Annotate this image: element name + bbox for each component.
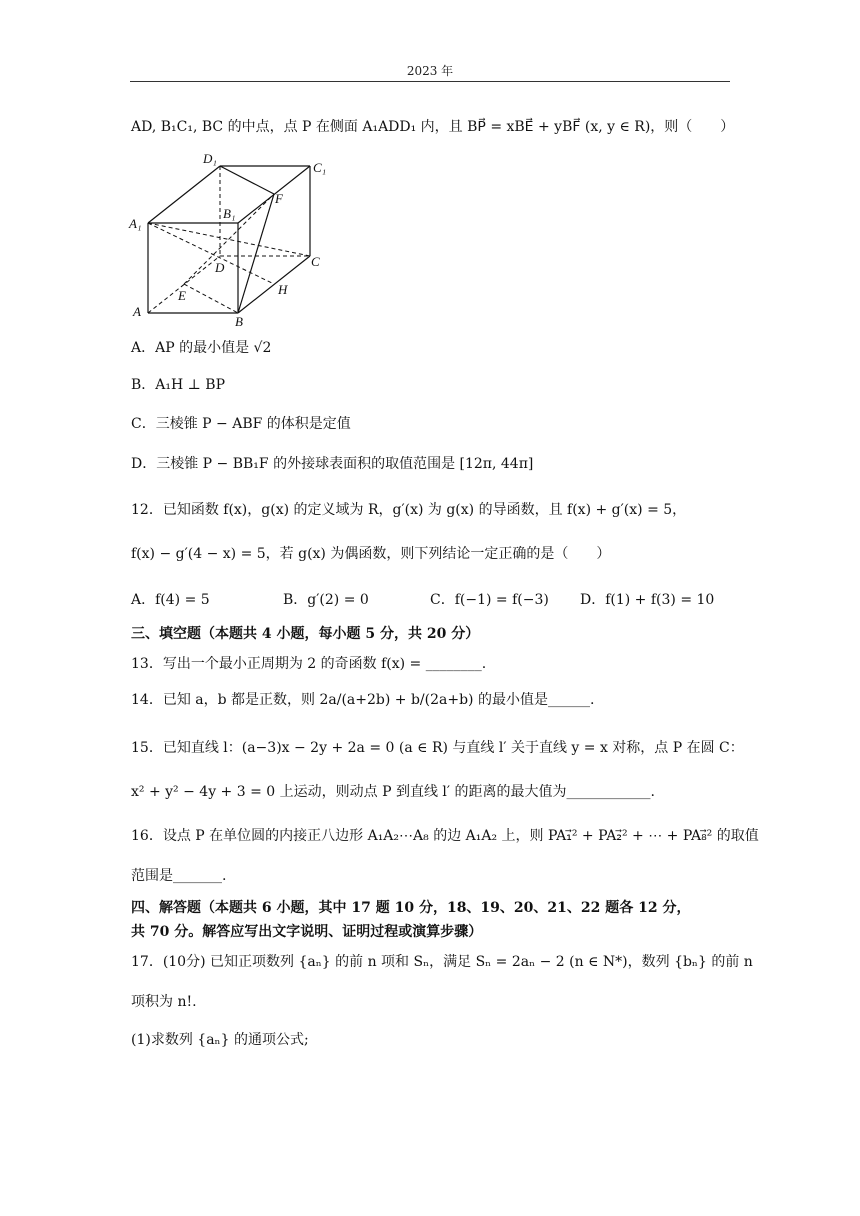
section-4-line2: 共 70 分。解答应写出文字说明、证明过程或演算步骤） — [131, 924, 483, 940]
label-H: H — [278, 282, 288, 297]
label-F: F — [275, 191, 283, 206]
page-header: 2023 年 — [406, 64, 454, 78]
q12-option-a: A．f(4) = 5 — [131, 592, 210, 608]
q12-option-d: D．f(1) + f(3) = 10 — [580, 592, 715, 608]
q11-option-c: C．三棱锥 P − ABF 的体积是定值 — [131, 416, 351, 432]
q16-line2: 范围是_______. — [131, 868, 227, 884]
q17-line1: 17．(10分) 已知正项数列 {aₙ} 的前 n 项和 Sₙ，满足 Sₙ = 2aₙ − 2 (n ∈ N*)，数列 {bₙ} 的前 n — [131, 954, 753, 970]
section-3-heading: 三、填空题（本题共 4 小题，每小题 5 分，共 20 分） — [131, 626, 480, 642]
label-A: A — [133, 304, 141, 319]
q11-option-d: D．三棱锥 P − BB₁F 的外接球表面积的取值范围是 [12π, 44π] — [131, 456, 534, 472]
q12-line1: 12．已知函数 f(x)，g(x) 的定义域为 R，g′(x) 为 g(x) 的导函数，且 f(x) + g′(x) = 5， — [131, 502, 687, 518]
q17-line2: 项积为 n!. — [131, 994, 197, 1010]
label-E: E — [178, 288, 186, 303]
q11-stem: AD, B₁C₁, BC 的中点，点 P 在侧面 A₁ADD₁ 内，且 BP⃗ = xBE⃗ + yBF⃗ (x, y ∈ R)，则（ ） — [131, 119, 735, 135]
label-B: B — [235, 314, 243, 328]
section-4-line1: 四、解答题（本题共 6 小题，其中 17 题 10 分，18、19、20、21、22 题各 12 分， — [131, 900, 691, 916]
q16-line1: 16．设点 P 在单位圆的内接正八边形 A₁A₂⋯A₈ 的边 A₁A₂ 上，则 PA₁⃗² + PA₂⃗² + ⋯ + PA₈⃗² 的取值 — [131, 828, 759, 844]
label-D: D — [215, 260, 225, 275]
q15-line2: x² + y² − 4y + 3 = 0 上运动，则动点 P 到直线 l′ 的距离的最大值为____________. — [131, 784, 655, 800]
q12-option-c: C．f(−1) = f(−3) — [430, 592, 549, 608]
header-rule — [130, 81, 730, 82]
q14: 14．已知 a，b 都是正数，则 2a/(a+2b) + b/(2a+b) 的最小值是______. — [131, 692, 595, 708]
q12-option-b: B．g′(2) = 0 — [283, 592, 369, 608]
cube-figure — [125, 148, 340, 328]
q15-line1: 15．已知直线 l：(a−3)x − 2y + 2a = 0 (a ∈ R) 与直线 l′ 关于直线 y = x 对称，点 P 在圆 C： — [131, 740, 744, 756]
label-A1: A₁ — [129, 216, 142, 231]
label-B1: B₁ — [223, 206, 236, 221]
label-C1: C₁ — [313, 160, 327, 175]
q12-line2: f(x) − g′(4 − x) = 5，若 g(x) 为偶函数，则下列结论一定正确的是（ ） — [131, 546, 611, 562]
label-C: C — [311, 254, 320, 269]
q11-option-a: A．AP 的最小值是 √2 — [131, 340, 272, 356]
q13: 13．写出一个最小正周期为 2 的奇函数 f(x) = ________. — [131, 656, 487, 672]
label-D1: D₁ — [203, 151, 217, 166]
q17-part1: (1)求数列 {aₙ} 的通项公式; — [131, 1032, 309, 1048]
q11-option-b: B．A₁H ⊥ BP — [131, 377, 225, 393]
